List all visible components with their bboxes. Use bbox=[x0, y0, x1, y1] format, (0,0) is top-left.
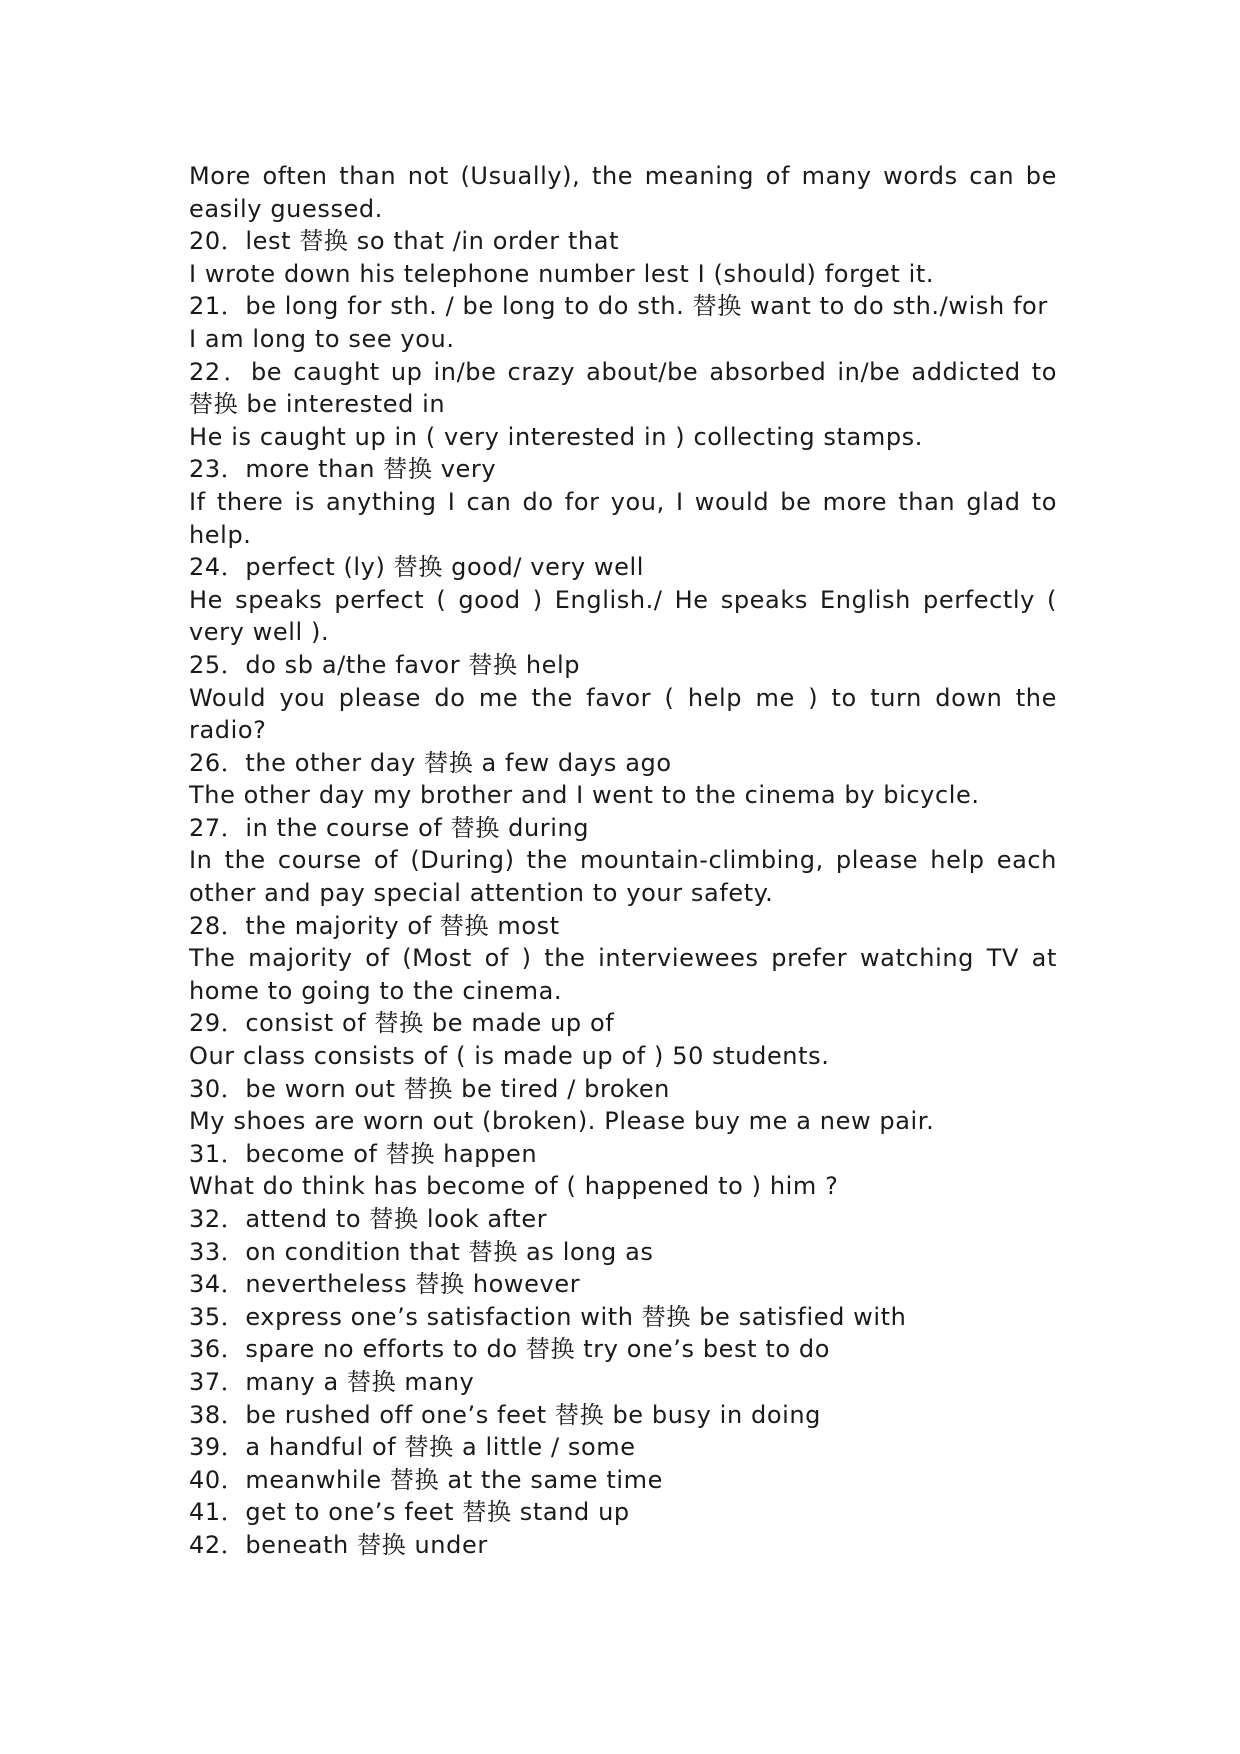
example-sentence: In the course of (During) the mountain-climbing, please help each other and pay special attention to your safety. bbox=[189, 846, 1057, 908]
example-sentence: He speaks perfect ( good ) English./ He speaks English perfectly ( very well ). bbox=[189, 585, 1057, 647]
phrase-entry: 28．the majority of 替换 most bbox=[189, 911, 560, 940]
example-sentence: He is caught up in ( very interested in ) collecting stamps. bbox=[189, 422, 923, 451]
phrase-entry: 37．many a 替换 many bbox=[189, 1367, 475, 1396]
phrase-entry: 24．perfect (ly) 替换 good/ very well bbox=[189, 553, 645, 582]
example-sentence: Our class consists of ( is made up of ) 50 students. bbox=[189, 1042, 830, 1071]
phrase-entry: 21．be long for sth. / be long to do sth. 替换 want to do sth./wish for bbox=[189, 292, 1048, 321]
phrase-entry: 34．nevertheless 替换 however bbox=[189, 1270, 581, 1299]
phrase-entry: 32．attend to 替换 look after bbox=[189, 1205, 548, 1233]
phrase-entry: 25．do sb a/the favor 替换 help bbox=[189, 650, 581, 679]
example-sentence: What do think has become of ( happened to ) him ? bbox=[189, 1172, 839, 1201]
example-sentence: My shoes are worn out (broken). Please buy me a new pair. bbox=[189, 1107, 935, 1136]
phrase-entry: 27．in the course of 替换 during bbox=[189, 813, 590, 842]
phrase-entry: 20．lest 替换 so that /in order that bbox=[189, 227, 620, 256]
example-sentence: Would you please do me the favor ( help me ) to turn down the radio? bbox=[189, 683, 1057, 745]
phrase-entry: 42．beneath 替换 under bbox=[189, 1530, 488, 1559]
phrase-entry: 38．be rushed off one’s feet 替换 be busy in doing bbox=[189, 1400, 822, 1429]
example-sentence: The majority of (Most of ) the interviewees prefer watching TV at home to going to the cinema. bbox=[189, 944, 1057, 1005]
example-sentence: More often than not (Usually), the meaning of many words can be easily guessed. bbox=[189, 162, 1057, 223]
example-sentence: The other day my brother and I went to the cinema by bicycle. bbox=[189, 781, 980, 810]
phrase-entry: 40．meanwhile 替换 at the same time bbox=[189, 1465, 663, 1494]
phrase-entry: 36．spare no efforts to do 替换 try one’s best to do bbox=[189, 1335, 831, 1364]
phrase-entry: 35．express one’s satisfaction with 替换 be satisfied with bbox=[189, 1302, 907, 1331]
phrase-entry: 29．consist of 替换 be made up of bbox=[189, 1009, 615, 1038]
phrase-entry: 39．a handful of 替换 a little / some bbox=[189, 1433, 636, 1462]
phrase-entry: 41．get to one’s feet 替换 stand up bbox=[189, 1498, 630, 1527]
phrase-entry: 30．be worn out 替换 be tired / broken bbox=[189, 1074, 670, 1103]
example-sentence: If there is anything I can do for you, I would be more than glad to help. bbox=[189, 487, 1057, 549]
example-sentence: I wrote down his telephone number lest I (should) forget it. bbox=[189, 259, 935, 288]
phrase-entry: 31．become of 替换 happen bbox=[189, 1139, 538, 1168]
phrase-entry: 26．the other day 替换 a few days ago bbox=[189, 748, 672, 777]
phrase-entry: 23．more than 替换 very bbox=[189, 455, 497, 484]
phrase-entry: 33．on condition that 替换 as long as bbox=[189, 1237, 654, 1266]
phrase-entry: 22．be caught up in/be crazy about/be absorbed in/be addicted to 替换 be interested in bbox=[189, 357, 1057, 419]
example-sentence: I am long to see you. bbox=[189, 324, 455, 353]
document-body bbox=[189, 160, 1057, 1562]
